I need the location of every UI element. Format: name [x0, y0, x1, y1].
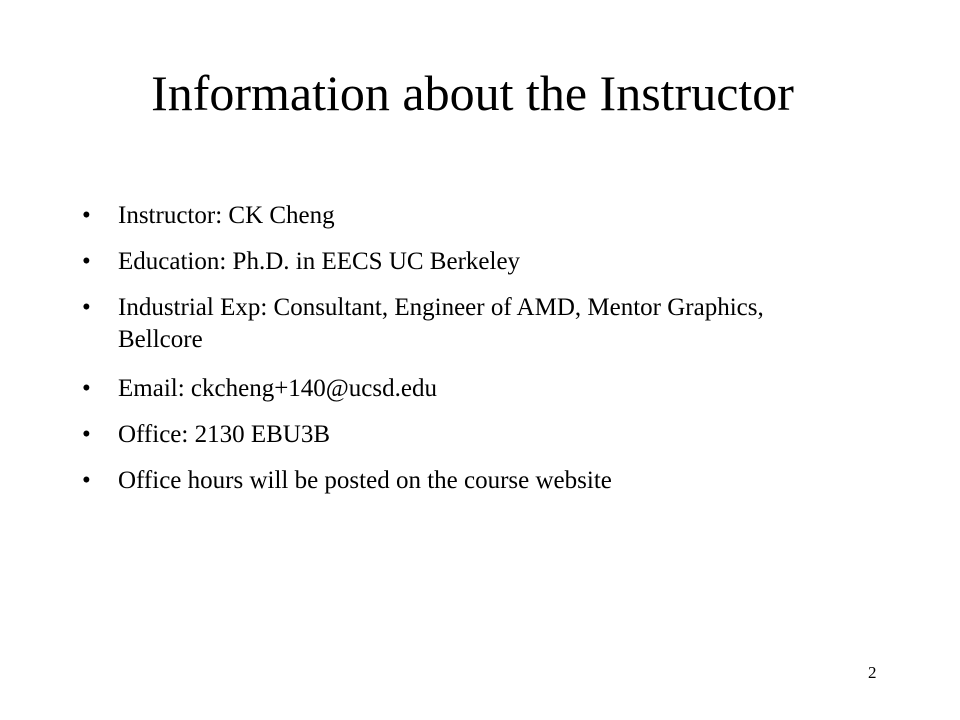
bullet-text-office: Office: 2130 EBU3B — [118, 421, 331, 448]
bullet-icon: • — [82, 248, 91, 275]
bullet-text-email: Email: ckcheng+140@ucsd.edu — [118, 375, 437, 402]
list-item — [82, 292, 842, 356]
page-number: 2 — [868, 663, 877, 682]
bullet-icon: • — [82, 294, 91, 321]
bullet-text-instructor: Instructor: CK Cheng — [118, 202, 335, 229]
bullet-icon: • — [82, 467, 91, 494]
list-item — [82, 419, 842, 451]
bullet-text-education: Education: Ph.D. in EECS UC Berkeley — [118, 248, 521, 275]
list-item — [82, 465, 842, 497]
bullet-icon: • — [82, 202, 91, 229]
bullet-text-industrial-exp: Industrial Exp: Consultant, Engineer of AMD, Mentor Graphics, Bellcore — [118, 294, 764, 353]
list-item — [82, 246, 842, 278]
bullet-icon: • — [82, 375, 91, 402]
list-item — [82, 373, 842, 405]
slide-title: Information about the Instructor — [151, 65, 794, 121]
bullet-icon: • — [82, 421, 91, 448]
list-item — [82, 200, 842, 232]
bullet-list — [82, 200, 842, 497]
bullet-text-office-hours: Office hours will be posted on the course website — [118, 467, 612, 494]
